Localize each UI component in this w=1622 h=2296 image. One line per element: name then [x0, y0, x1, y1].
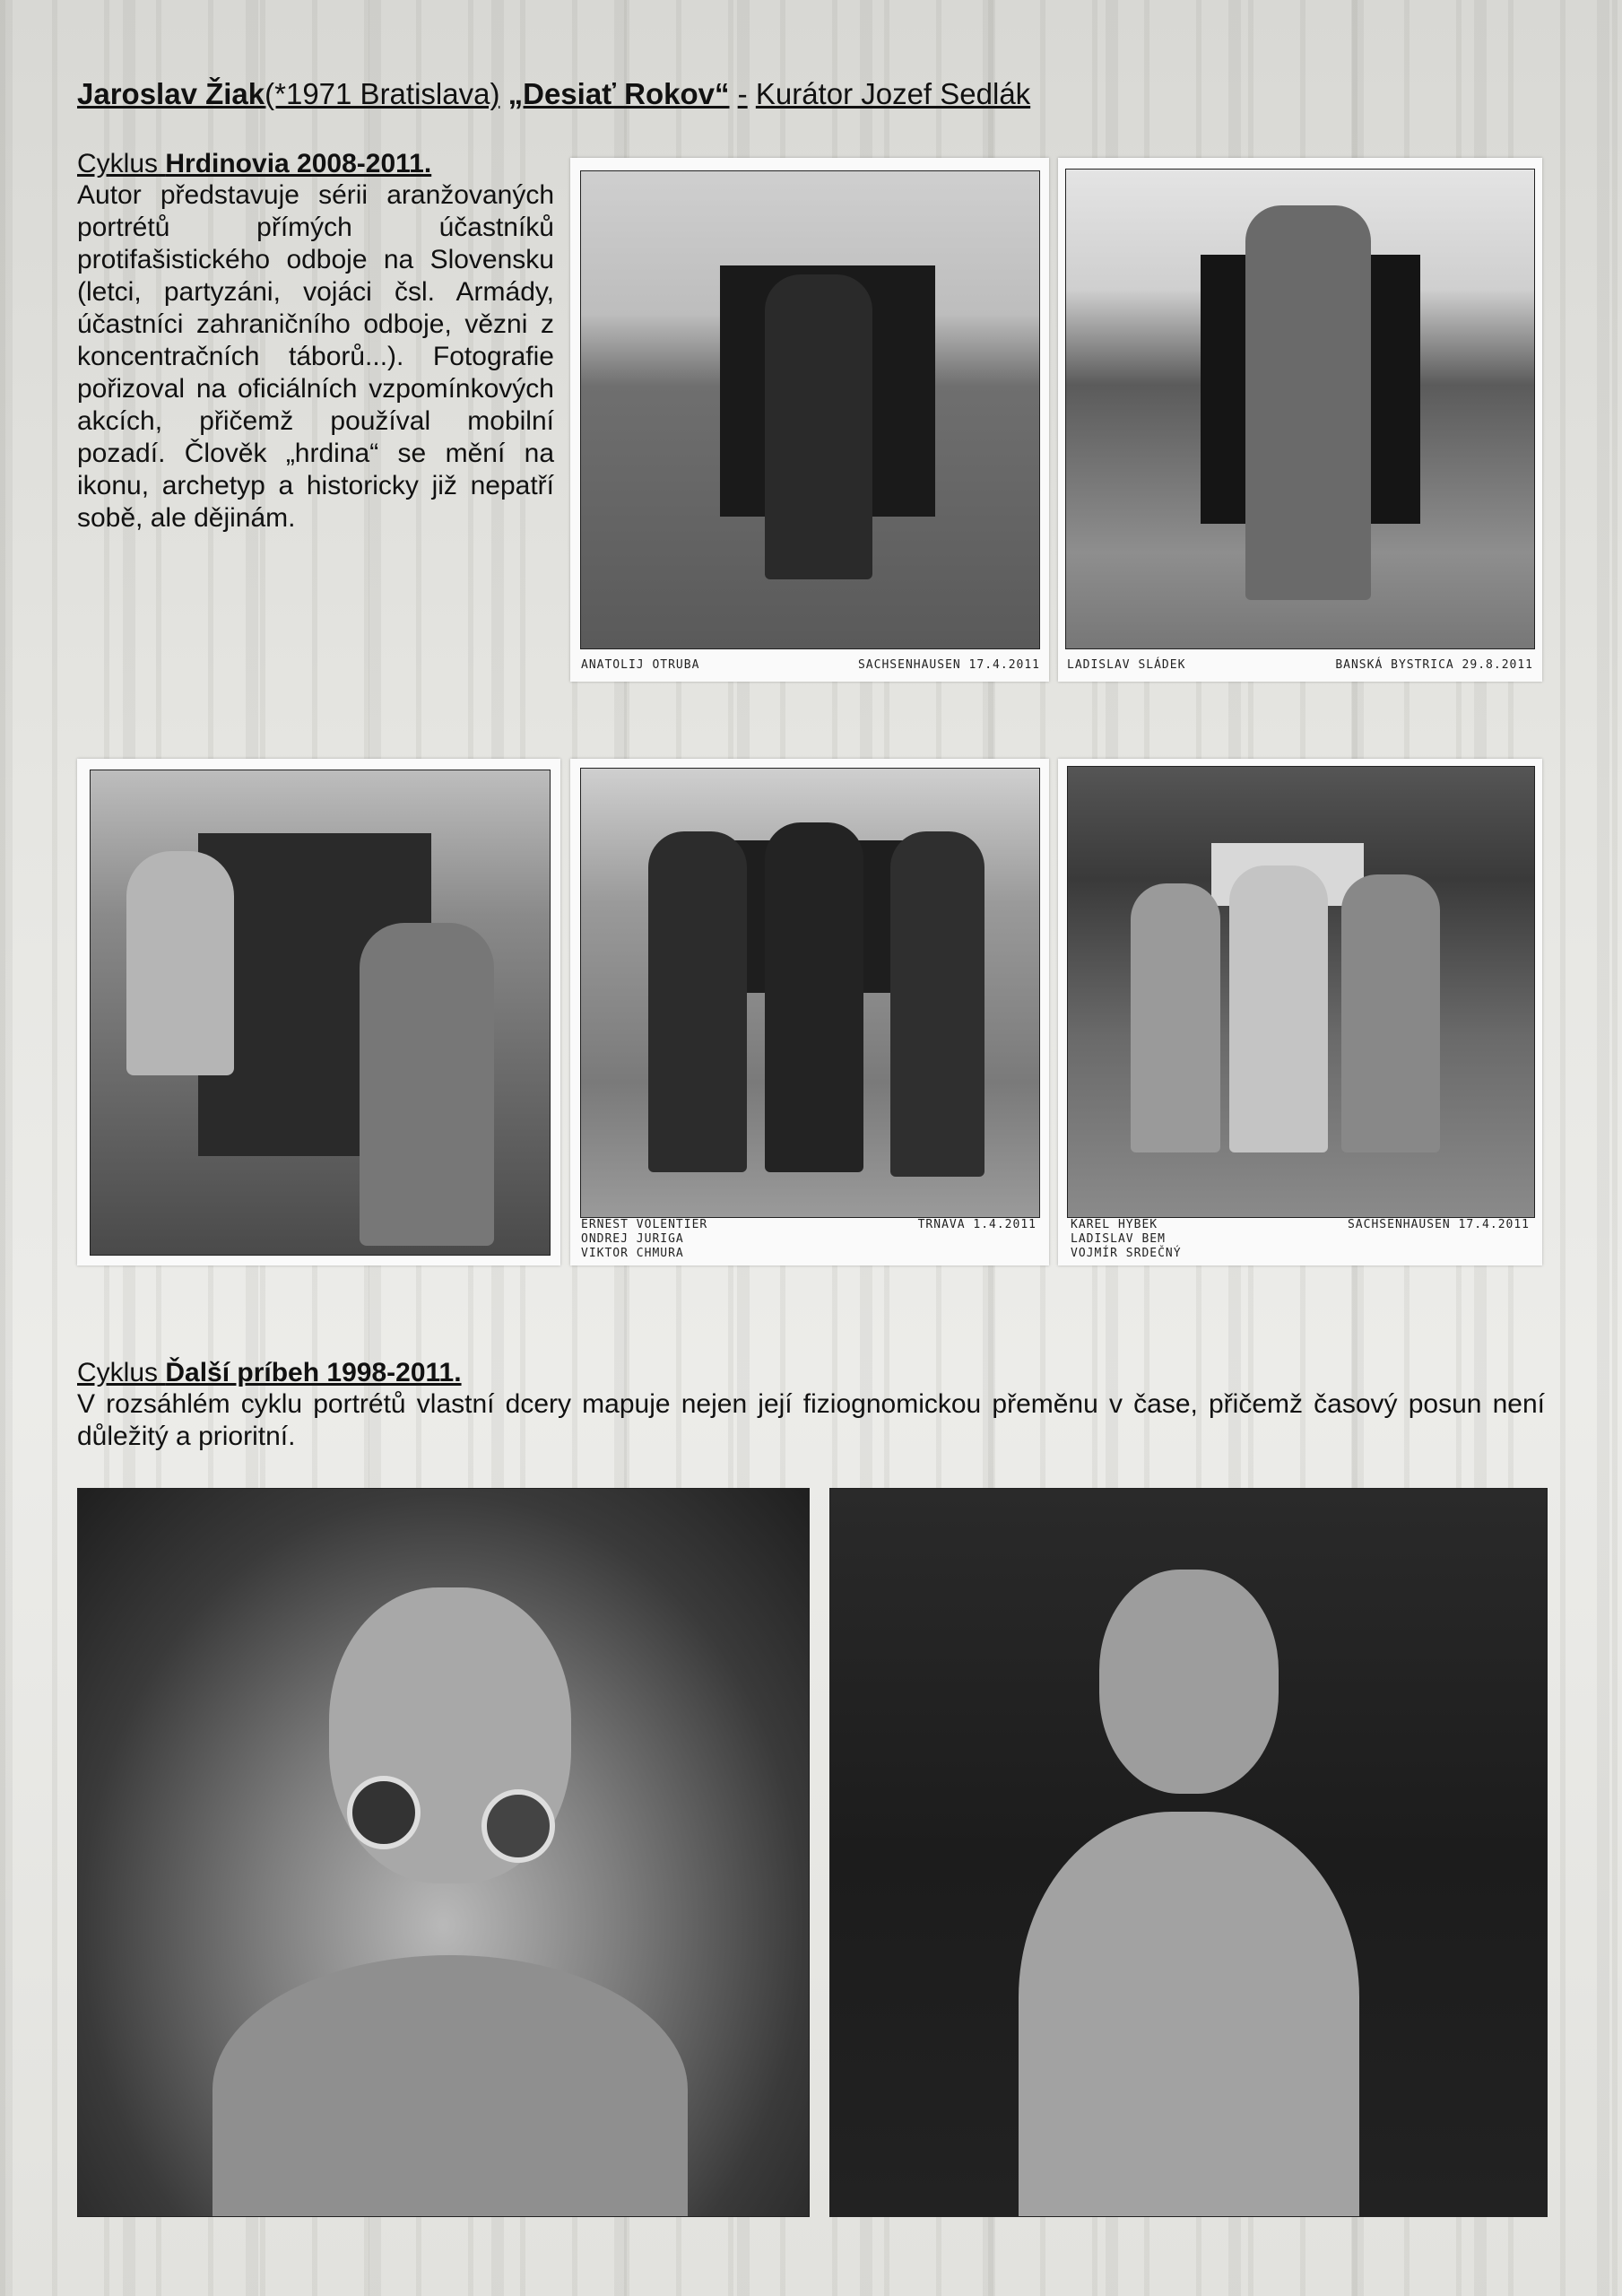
photo-veteran-otruba — [580, 170, 1040, 649]
child-figure — [360, 923, 494, 1246]
photo-frame-sladek — [1058, 158, 1542, 682]
photo-frame-crowd — [77, 759, 560, 1265]
cycle2-block — [77, 1358, 1545, 1453]
shoulders — [213, 1955, 688, 2217]
curator: Kurátor Jozef Sedlák — [755, 77, 1031, 110]
toy-eye-left — [347, 1776, 421, 1849]
caption-right: SACHSENHAUSEN 17.4.2011 — [1347, 1218, 1530, 1231]
veteran-figure — [765, 274, 872, 579]
caption-left: ERNEST VOLENTIER ONDREJ JURIGA VIKTOR CHMURA — [581, 1218, 708, 1260]
toy-eye-right — [481, 1789, 555, 1863]
photo-girl-eyes — [77, 1488, 810, 2217]
veteran-figure-3 — [890, 831, 984, 1177]
photo-veteran-sladek — [1065, 169, 1535, 649]
photo-crowd — [90, 770, 551, 1256]
torso — [1019, 1812, 1359, 2217]
caption-right: TRNAVA 1.4.2011 — [917, 1218, 1037, 1231]
author-born: (*1971 Bratislava) — [265, 77, 500, 110]
face — [1099, 1570, 1279, 1794]
author-name: Jaroslav Žiak — [77, 77, 265, 110]
veteran-figure-2 — [1229, 865, 1328, 1152]
photo-veterans-trnava — [580, 768, 1040, 1218]
caption-left: LADISLAV SLÁDEK — [1067, 658, 1186, 672]
veteran-figure — [1245, 205, 1371, 600]
cycle1-text: Autor představuje sérii aranžovaných portrétů přímých účastníků protifašistického odboje na Slovensku (letci, partyzáni, vojáci čsl. Armády, účastníci zahraničního odboje, vězni z koncentračních táborů...). Fotografie pořizoval na oficiálních vzpomínkových akcích, přičemž používal mobilní pozadí. Člověk „hrdina“ se mění na ikonu, archetyp a historicky již nepatří sobě, ale dějinám. — [77, 180, 554, 533]
photo-frame-sachsenhausen — [1058, 759, 1542, 1265]
veteran-figure-1 — [1131, 883, 1220, 1152]
photo-girl-portrait — [829, 1488, 1548, 2217]
caption-left: KAREL HYBEK LADISLAV BEM VOJMÍR SRDEČNÝ — [1071, 1218, 1182, 1260]
exhibition-title: „Desiať Rokov“ — [507, 77, 730, 110]
photo-frame-otruba — [570, 158, 1049, 682]
photo-frame-trnava — [570, 759, 1049, 1265]
cycle1-block — [77, 149, 554, 535]
woman-figure — [126, 851, 234, 1075]
page-header — [77, 77, 1030, 111]
caption-right: BANSKÁ BYSTRICA 29.8.2011 — [1335, 658, 1533, 672]
caption-right: SACHSENHAUSEN 17.4.2011 — [857, 658, 1040, 672]
cycle2-text: V rozsáhlém cyklu portrétů vlastní dcery mapuje nejen její fiziognomickou přeměnu v čase, přičemž časový posun není důležitý a prioritní. — [77, 1389, 1545, 1451]
caption-left: ANATOLIJ OTRUBA — [581, 658, 700, 672]
cycle1-title: Cyklus Hrdinovia 2008-2011. — [77, 149, 432, 178]
veteran-figure-2 — [765, 822, 863, 1172]
cycle2-title: Cyklus Ďalší príbeh 1998-2011. — [77, 1358, 462, 1387]
veteran-figure-1 — [648, 831, 747, 1172]
photo-veterans-sachsenhausen — [1067, 766, 1535, 1218]
veteran-figure-3 — [1341, 874, 1440, 1152]
header-dash: - — [737, 77, 748, 110]
